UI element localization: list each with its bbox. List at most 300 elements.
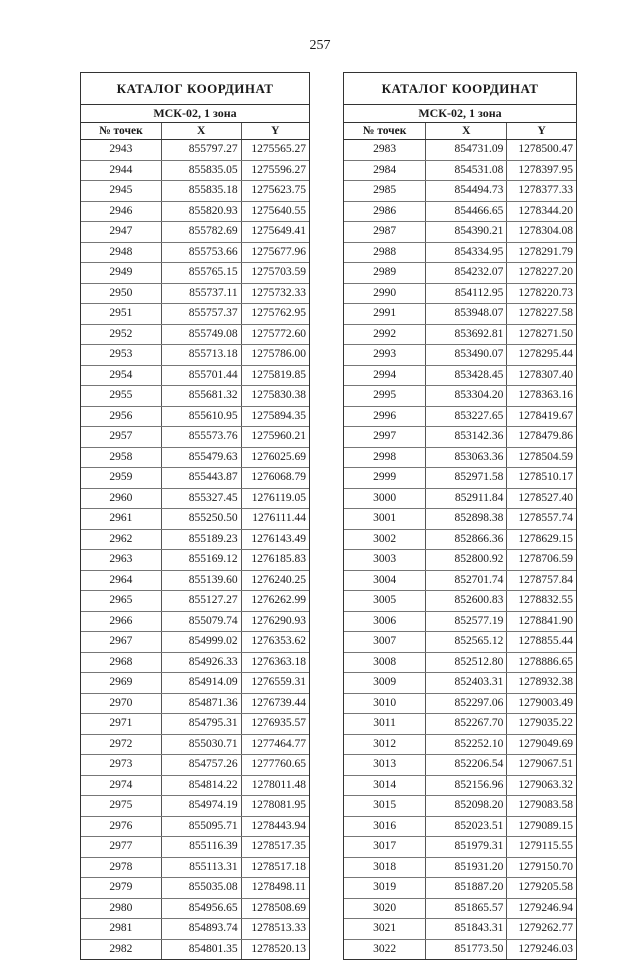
cell-x: 855116.39 [161,837,241,857]
cell-point-number: 2981 [109,922,133,934]
cell-point-number: 2990 [373,286,397,299]
cell-y: 1278855.44 [506,632,576,652]
cell-y: 1278304.08 [506,222,576,242]
cell-y: 1277464.77 [241,735,309,755]
cell-point-number: 2961 [109,512,133,524]
table-body [344,140,576,959]
cell-x: 854814.22 [161,776,241,796]
table-row [344,181,576,202]
cell-point-number: 3000 [373,491,397,504]
table-row [81,202,309,223]
cell-x: 855095.71 [161,817,241,837]
table-row [344,899,576,920]
cell-x: 855835.18 [161,181,241,201]
table-row [344,817,576,838]
cell-y: 1277760.65 [241,755,309,775]
cell-x: 851865.57 [425,899,506,919]
cell-y: 1278227.20 [506,263,576,283]
cell-y: 1275732.33 [241,284,309,304]
cell-point-number: 2958 [109,450,133,463]
cell-y: 1278011.48 [241,776,309,796]
cell-point-number: 2945 [109,184,133,196]
table-row [344,776,576,797]
cell-y: 1275565.27 [241,140,309,160]
table-row [81,263,309,284]
cell-point-number: 2991 [373,307,397,319]
cell-y: 1276935.57 [241,714,309,734]
cell-x: 855681.32 [161,386,241,406]
table-row [344,161,576,182]
cell-x: 852577.19 [425,612,506,632]
table-row [344,612,576,633]
cell-point-number: 3020 [373,901,397,914]
cell-point-number: 2964 [109,573,133,586]
cell-point-number: 3007 [373,635,397,647]
cell-x: 853490.07 [425,345,506,365]
table-row [344,386,576,407]
cell-point-number: 2966 [109,614,133,627]
cell-y: 1278081.95 [241,796,309,816]
cell-y: 1275772.60 [241,325,309,345]
cell-y: 1278295.44 [506,345,576,365]
table-row [81,940,309,960]
table-row [81,837,309,858]
cell-y: 1278517.35 [241,837,309,857]
table-row [344,489,576,510]
cell-x: 854926.33 [161,653,241,673]
table-row [81,243,309,264]
cell-point-number: 3014 [373,778,397,791]
cell-point-number: 2996 [373,409,397,422]
table-row [344,858,576,879]
cell-y: 1278443.94 [241,817,309,837]
table-header-row [344,123,576,140]
cell-x: 852156.96 [425,776,506,796]
cell-point-number: 3004 [373,573,397,586]
cell-point-number: 2956 [109,409,133,422]
cell-y: 1275677.96 [241,243,309,263]
cell-x: 854112.95 [425,284,506,304]
cell-x: 852297.06 [425,694,506,714]
cell-x: 852098.20 [425,796,506,816]
cell-x: 855701.44 [161,366,241,386]
table-row [81,694,309,715]
cell-y: 1278397.95 [506,161,576,181]
cell-x: 855757.37 [161,304,241,324]
table-row [81,591,309,612]
table-row [81,366,309,387]
table-title: КАТАЛОГ КООРДИНАТ [81,73,309,105]
cell-point-number: 3009 [373,676,397,688]
table-row [344,837,576,858]
cell-x: 851887.20 [425,878,506,898]
cell-point-number: 2980 [109,901,133,914]
cell-x: 855113.31 [161,858,241,878]
cell-y: 1279150.70 [506,858,576,878]
cell-x: 854494.73 [425,181,506,201]
table-row [344,448,576,469]
cell-y: 1278757.84 [506,571,576,591]
table-row [81,612,309,633]
cell-y: 1279246.03 [506,940,576,960]
cell-point-number: 2968 [109,655,133,668]
cell-y: 1275703.59 [241,263,309,283]
table-row [81,161,309,182]
cell-x: 854801.35 [161,940,241,960]
cell-y: 1275623.75 [241,181,309,201]
cell-x: 852911.84 [425,489,506,509]
cell-point-number: 2989 [373,266,397,278]
cell-y: 1279246.94 [506,899,576,919]
cell-point-number: 2963 [109,553,133,565]
cell-y: 1278508.69 [241,899,309,919]
cell-point-number: 2982 [109,942,133,955]
cell-x: 852600.83 [425,591,506,611]
cell-x: 855327.45 [161,489,241,509]
cell-point-number: 2970 [109,696,133,709]
cell-x: 854466.65 [425,202,506,222]
cell-point-number: 2994 [373,368,397,381]
table-row [344,653,576,674]
cell-point-number: 2946 [109,204,133,217]
cell-y: 1276240.25 [241,571,309,591]
cell-y: 1276739.44 [241,694,309,714]
cell-y: 1278832.55 [506,591,576,611]
cell-point-number: 2988 [373,245,397,258]
cell-x: 855079.74 [161,612,241,632]
cell-x: 854893.74 [161,919,241,939]
table-row [81,509,309,530]
cell-y: 1278510.17 [506,468,576,488]
cell-point-number: 3003 [373,553,397,565]
table-row [344,940,576,960]
cell-y: 1279089.15 [506,817,576,837]
table-row [81,140,309,161]
cell-y: 1276119.05 [241,489,309,509]
cell-point-number: 2972 [109,737,133,750]
table-row [81,427,309,448]
table-row [344,550,576,571]
cell-y: 1278500.47 [506,140,576,160]
table-row [81,222,309,243]
coordinate-table-right [343,72,577,960]
cell-point-number: 3013 [373,758,397,770]
cell-y: 1279205.58 [506,878,576,898]
table-row [81,571,309,592]
cell-x: 855573.76 [161,427,241,447]
cell-point-number: 2993 [373,348,397,360]
cell-point-number: 2943 [109,143,133,155]
cell-point-number: 2995 [373,389,397,401]
cell-x: 854390.21 [425,222,506,242]
cell-y: 1278557.74 [506,509,576,529]
cell-y: 1275762.95 [241,304,309,324]
table-row [81,304,309,325]
cell-y: 1275596.27 [241,161,309,181]
table-row [344,222,576,243]
cell-y: 1278504.59 [506,448,576,468]
cell-x: 855835.05 [161,161,241,181]
table-row [344,919,576,940]
table-row [81,550,309,571]
cell-x: 852023.51 [425,817,506,837]
header-y: Y [241,123,309,139]
cell-point-number: 2948 [109,245,133,258]
cell-point-number: 3015 [373,799,397,811]
cell-point-number: 2954 [109,368,133,381]
cell-x: 855765.15 [161,263,241,283]
cell-x: 853227.65 [425,407,506,427]
table-row [81,858,309,879]
table-row [344,366,576,387]
page-number: 257 [309,38,331,53]
cell-y: 1278527.40 [506,489,576,509]
cell-y: 1278291.79 [506,243,576,263]
table-row [344,735,576,756]
cell-x: 855443.87 [161,468,241,488]
cell-point-number: 2971 [109,717,133,729]
header-x: X [161,123,241,139]
table-row [81,735,309,756]
cell-point-number: 2967 [109,635,133,647]
cell-y: 1278517.18 [241,858,309,878]
cell-point-number: 2950 [109,286,133,299]
cell-x: 855610.95 [161,407,241,427]
cell-y: 1276290.93 [241,612,309,632]
cell-y: 1279115.55 [506,837,576,857]
cell-y: 1279049.69 [506,735,576,755]
table-row [344,202,576,223]
table-row [81,878,309,899]
header-point-number: № точек [99,125,143,137]
cell-x: 852512.80 [425,653,506,673]
table-row [344,468,576,489]
cell-x: 854531.08 [425,161,506,181]
cell-point-number: 2983 [373,143,397,155]
cell-point-number: 2976 [109,819,133,832]
cell-y: 1278307.40 [506,366,576,386]
cell-x: 852866.36 [425,530,506,550]
table-row [344,304,576,325]
cell-x: 852800.92 [425,550,506,570]
cell-point-number: 2977 [109,840,133,852]
cell-x: 854334.95 [425,243,506,263]
cell-x: 853304.20 [425,386,506,406]
cell-x: 853692.81 [425,325,506,345]
cell-y: 1276025.69 [241,448,309,468]
cell-y: 1276185.83 [241,550,309,570]
cell-point-number: 2960 [109,491,133,504]
cell-y: 1278227.58 [506,304,576,324]
cell-y: 1276111.44 [241,509,309,529]
cell-y: 1278706.59 [506,550,576,570]
header-y: Y [506,123,576,139]
cell-x: 855820.93 [161,202,241,222]
cell-x: 852565.12 [425,632,506,652]
cell-x: 852971.58 [425,468,506,488]
table-row [81,181,309,202]
table-row [81,284,309,305]
cell-x: 854795.31 [161,714,241,734]
cell-point-number: 2978 [109,860,133,873]
cell-x: 854974.19 [161,796,241,816]
cell-y: 1279083.58 [506,796,576,816]
table-row [81,817,309,838]
cell-y: 1278886.65 [506,653,576,673]
table-row [344,407,576,428]
table-row [344,243,576,264]
cell-point-number: 2974 [109,778,133,791]
cell-x: 855797.27 [161,140,241,160]
cell-x: 855139.60 [161,571,241,591]
table-row [81,776,309,797]
cell-point-number: 2969 [109,676,133,688]
table-row [344,345,576,366]
cell-point-number: 2997 [373,430,397,442]
cell-x: 854914.09 [161,673,241,693]
cell-x: 855127.27 [161,591,241,611]
cell-point-number: 3016 [373,819,397,832]
cell-y: 1278377.33 [506,181,576,201]
cell-x: 854232.07 [425,263,506,283]
cell-y: 1276353.62 [241,632,309,652]
cell-point-number: 2955 [109,389,133,401]
cell-point-number: 2953 [109,348,133,360]
cell-y: 1275819.85 [241,366,309,386]
table-row [81,345,309,366]
cell-y: 1275640.55 [241,202,309,222]
table-row [344,632,576,653]
cell-point-number: 2944 [109,163,133,176]
cell-point-number: 3011 [373,717,396,729]
cell-x: 855189.23 [161,530,241,550]
cell-y: 1276143.49 [241,530,309,550]
cell-point-number: 3012 [373,737,397,750]
cell-point-number: 3006 [373,614,397,627]
table-row [344,140,576,161]
table-row [344,796,576,817]
cell-point-number: 2949 [109,266,133,278]
cell-y: 1279067.51 [506,755,576,775]
cell-y: 1276363.18 [241,653,309,673]
cell-x: 851773.50 [425,940,506,960]
cell-x: 852403.31 [425,673,506,693]
cell-y: 1279262.77 [506,919,576,939]
cell-y: 1275786.00 [241,345,309,365]
cell-y: 1275649.41 [241,222,309,242]
cell-x: 855035.08 [161,878,241,898]
cell-point-number: 2973 [109,758,133,770]
cell-x: 854999.02 [161,632,241,652]
cell-point-number: 2992 [373,327,397,340]
cell-y: 1278520.13 [241,940,309,960]
table-row [81,632,309,653]
cell-x: 853428.45 [425,366,506,386]
cell-point-number: 2984 [373,163,397,176]
cell-x: 853063.36 [425,448,506,468]
cell-x: 855737.11 [161,284,241,304]
cell-x: 851931.20 [425,858,506,878]
cell-y: 1275960.21 [241,427,309,447]
cell-y: 1276262.99 [241,591,309,611]
cell-point-number: 3010 [373,696,397,709]
cell-x: 852701.74 [425,571,506,591]
cell-point-number: 3018 [373,860,397,873]
header-point-number: № точек [362,125,407,137]
cell-point-number: 3017 [373,840,397,852]
cell-y: 1278498.11 [241,878,309,898]
cell-point-number: 2987 [373,225,397,237]
cell-y: 1279003.49 [506,694,576,714]
cell-x: 852206.54 [425,755,506,775]
table-body [81,140,309,959]
cell-x: 853142.36 [425,427,506,447]
table-row [344,694,576,715]
table-row [81,448,309,469]
table-row [344,530,576,551]
table-header-row [81,123,309,140]
cell-x: 851843.31 [425,919,506,939]
cell-y: 1276559.31 [241,673,309,693]
table-row [344,714,576,735]
table-row [81,653,309,674]
cell-x: 852267.70 [425,714,506,734]
table-row [344,325,576,346]
table-row [81,325,309,346]
cell-point-number: 2952 [109,327,133,340]
cell-x: 855479.63 [161,448,241,468]
cell-y: 1278363.16 [506,386,576,406]
cell-x: 855782.69 [161,222,241,242]
table-row [81,489,309,510]
cell-y: 1278841.90 [506,612,576,632]
cell-y: 1278419.67 [506,407,576,427]
cell-x: 855753.66 [161,243,241,263]
table-title: КАТАЛОГ КООРДИНАТ [344,73,576,105]
cell-point-number: 2947 [109,225,133,237]
cell-x: 854731.09 [425,140,506,160]
table-row [344,263,576,284]
cell-point-number: 3021 [373,922,397,934]
table-row [81,796,309,817]
table-row [81,407,309,428]
table-subtitle: МСК-02, 1 зона [344,105,576,123]
cell-x: 855749.08 [161,325,241,345]
table-row [344,673,576,694]
cell-point-number: 3022 [373,942,397,955]
table-row [81,530,309,551]
cell-point-number: 2979 [109,881,133,893]
table-row [344,591,576,612]
table-row [81,899,309,920]
cell-y: 1278220.73 [506,284,576,304]
cell-y: 1276068.79 [241,468,309,488]
table-row [81,673,309,694]
table-row [344,878,576,899]
table-row [344,284,576,305]
cell-point-number: 3005 [373,594,397,606]
cell-x: 854871.36 [161,694,241,714]
cell-point-number: 2959 [109,471,133,483]
cell-x: 854956.65 [161,899,241,919]
cell-point-number: 2957 [109,430,133,442]
table-row [81,919,309,940]
cell-y: 1278513.33 [241,919,309,939]
cell-point-number: 3002 [373,532,397,545]
cell-y: 1278479.86 [506,427,576,447]
table-row [344,755,576,776]
table-row [344,571,576,592]
